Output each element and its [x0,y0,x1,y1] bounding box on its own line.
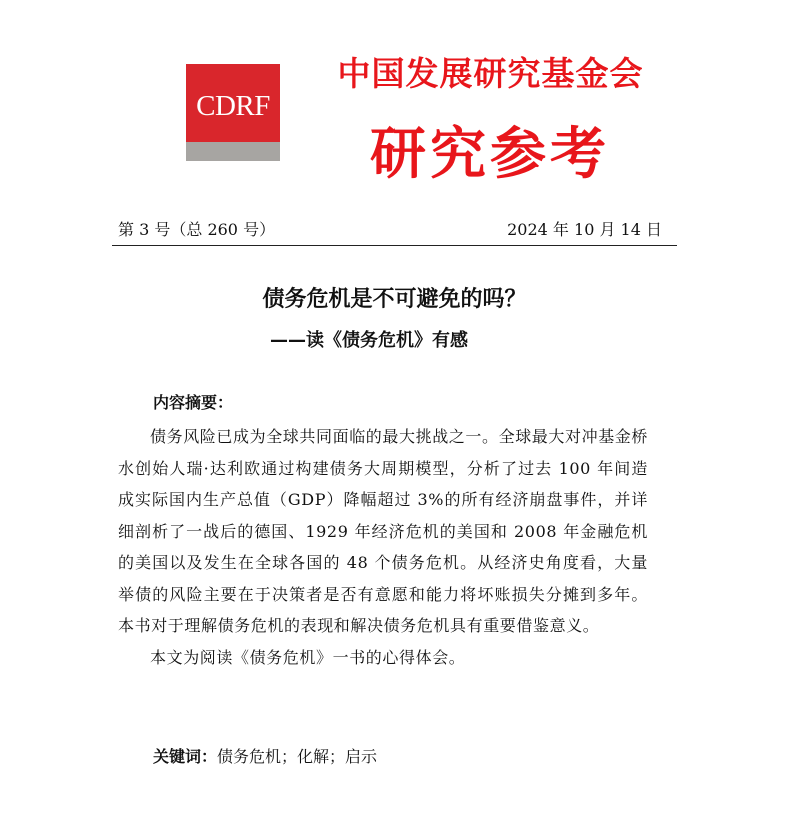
cdrf-logo [186,64,280,161]
issue-date: 2024 年 10 月 14 日 [507,220,662,239]
publication-name: 研究参考 [370,122,610,187]
abstract-body [118,421,648,673]
issue-number: 第 3 号（总 260 号） [118,220,276,239]
article-title: 债务危机是不可避免的吗？ [262,287,527,312]
article-subtitle: ——读《债务危机》有感 [270,330,468,351]
organization-name: 中国发展研究基金会 [337,54,644,93]
keywords-values: 债务危机；化解；启示 [217,747,378,766]
abstract-paragraph-1: 债务风险已成为全球共同面临的最大挑战之一。全球最大对冲基金桥水创始人瑞·达利欧通过构建债务大周期模型，分析了过去 100 年间造成实际国内生产总值（GDP）降幅超过 3%的所有经济崩盘事件，并详细剖析了一战后的德国、1929 年经济危机的美国和 2008 年金融危机的美国以及发生在全球各国的 48 个债务危机。从经济史角度看，大量举债的风险主要在于决策者是否有意愿和能力将坏账损失分摊到多年。本书对于理解债务危机的表现和解决债务危机具有重要借鉴意义。 [118,427,649,635]
abstract-paragraph-2: 本文为阅读《债务危机》一书的心得体会。 [150,647,466,667]
header-divider [112,245,677,246]
keywords [153,744,377,767]
keywords-label: 关键词： [153,747,218,766]
abstract-heading: 内容摘要： [153,393,234,412]
logo-gray-bar [186,142,280,161]
logo-text: CDRF [196,90,270,122]
